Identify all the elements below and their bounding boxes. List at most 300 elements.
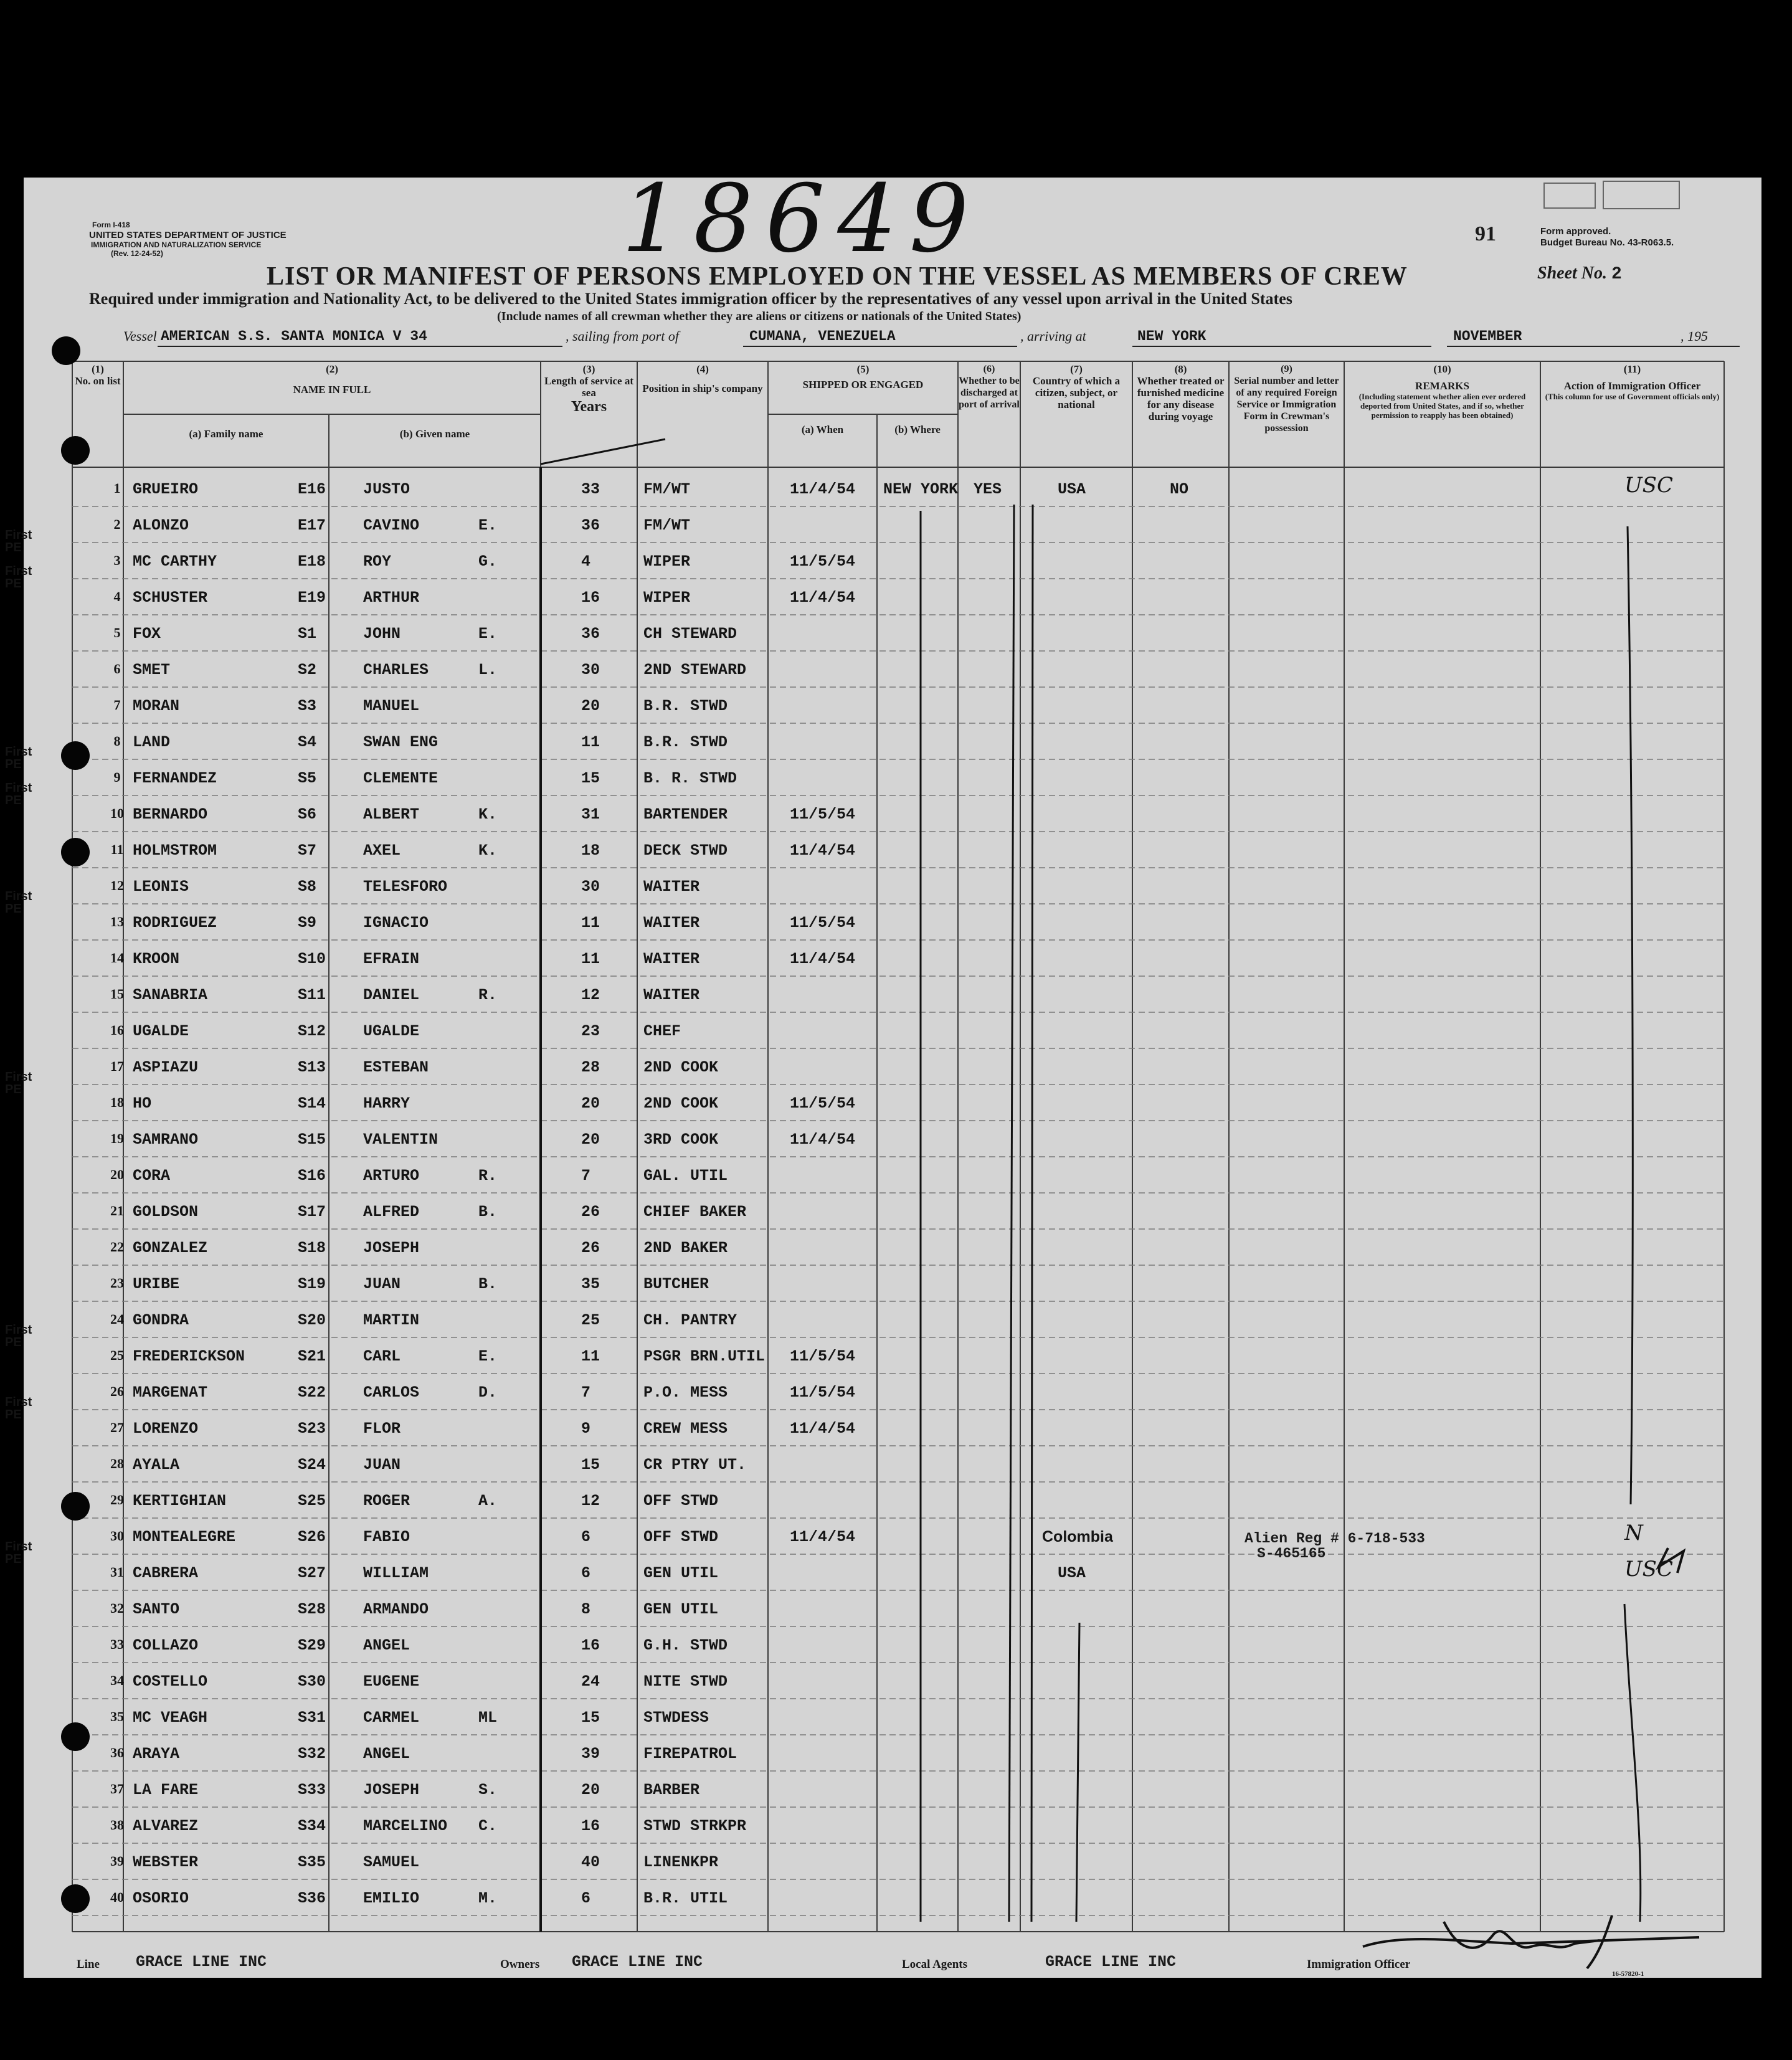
cell-n: 18 xyxy=(110,1094,124,1110)
cell-position: B.R. STWD xyxy=(643,697,728,715)
col5b-header: (b) Where xyxy=(894,424,941,435)
cell-id: S10 xyxy=(298,950,326,968)
cell-id: S15 xyxy=(298,1131,326,1149)
cell-position: GAL. UTIL xyxy=(643,1167,728,1185)
cell-medicine: NO xyxy=(1170,480,1189,498)
cell-position: CHEF xyxy=(643,1022,681,1040)
table-row xyxy=(24,976,1761,1012)
cell-years: 26 xyxy=(581,1239,600,1257)
table-row xyxy=(24,1518,1761,1554)
cell-mi: D. xyxy=(478,1384,498,1402)
table-row xyxy=(24,1626,1761,1663)
col9-header xyxy=(1229,363,1344,434)
margin-note: First PE xyxy=(5,1540,32,1566)
cell-years: 23 xyxy=(581,1022,600,1040)
col2a-header: (a) Family name xyxy=(189,428,263,440)
cell-id: S24 xyxy=(298,1456,326,1474)
cell-mi: L. xyxy=(478,661,498,679)
table-row xyxy=(24,1265,1761,1301)
cell-n: 29 xyxy=(110,1492,124,1507)
form-id: Form I-418 xyxy=(92,221,130,229)
subtitle: Required under immigration and Nationality Act, to be delivered to the United States immigration officer by the representatives of any vessel upon arrival in the United States xyxy=(89,290,1292,308)
cell-position: CREW MESS xyxy=(643,1420,728,1438)
cell-when: 11/4/54 xyxy=(790,589,856,607)
cell-n: 3 xyxy=(113,553,121,568)
cell-given: JOHN xyxy=(363,625,401,643)
cell-years: 36 xyxy=(581,625,600,643)
cell-id: S25 xyxy=(298,1492,326,1510)
cell-action: USC xyxy=(1624,473,1673,498)
cell-years: 6 xyxy=(581,1564,591,1582)
cell-position: WIPER xyxy=(643,589,691,607)
cell-n: 31 xyxy=(110,1564,124,1580)
cell-mi: K. xyxy=(478,842,498,860)
cell-id: S22 xyxy=(298,1384,326,1402)
form-approved: Form approved. xyxy=(1540,226,1611,237)
col10-header xyxy=(1344,363,1540,420)
cell-years: 15 xyxy=(581,1709,600,1727)
cell-family: LORENZO xyxy=(133,1420,199,1438)
cell-n: 27 xyxy=(110,1420,124,1435)
arrival-month: NOVEMBER xyxy=(1453,328,1522,344)
col3-num: (3) xyxy=(582,363,595,375)
cell-years: 31 xyxy=(581,805,600,824)
cell-given: JOSEPH xyxy=(363,1781,420,1799)
cell-id: S9 xyxy=(298,914,317,932)
cell-years: 40 xyxy=(581,1853,600,1871)
col9-num: (9) xyxy=(1281,364,1292,374)
col4-label: Position in ship's company xyxy=(642,382,763,394)
cell-family: ALVAREZ xyxy=(133,1817,199,1835)
cell-family: CABRERA xyxy=(133,1564,199,1582)
cell-when: 11/5/54 xyxy=(790,1347,856,1365)
manifest-page xyxy=(5,165,1761,1978)
cell-n: 10 xyxy=(110,805,124,821)
cell-position: STWD STRKPR xyxy=(643,1817,747,1835)
cell-mi: A. xyxy=(478,1492,498,1510)
punch-hole xyxy=(52,336,80,365)
punch-hole xyxy=(61,1722,90,1751)
cell-years: 20 xyxy=(581,1131,600,1149)
cell-n: 37 xyxy=(110,1781,124,1797)
cell-id: S23 xyxy=(298,1420,326,1438)
cell-given: MARCELINO xyxy=(363,1817,448,1835)
table-row xyxy=(24,1446,1761,1482)
budget-bureau: Budget Bureau No. 43-R063.5. xyxy=(1540,237,1674,248)
cell-family: LEONIS xyxy=(133,878,189,896)
cell-given: ROY xyxy=(363,553,392,571)
cell-id: S26 xyxy=(298,1528,326,1546)
cell-id: S8 xyxy=(298,878,317,896)
cell-n: 8 xyxy=(113,733,121,749)
departure-port: CUMANA, VENEZUELA xyxy=(749,328,896,344)
cell-position: B. R. STWD xyxy=(643,769,737,787)
cell-family: OSORIO xyxy=(133,1889,189,1907)
cell-years: 33 xyxy=(581,480,600,498)
cell-id: S34 xyxy=(298,1817,326,1835)
cell-position: GEN UTIL xyxy=(643,1564,719,1582)
table-row xyxy=(24,1301,1761,1337)
sheet-value: 2 xyxy=(1611,265,1622,284)
cell-given: ANGEL xyxy=(363,1636,410,1654)
cell-mi: B. xyxy=(478,1203,498,1221)
cell-where: NEW YORK xyxy=(883,480,959,498)
cell-position: OFF STWD xyxy=(643,1492,719,1510)
table-row xyxy=(24,1807,1761,1843)
cell-years: 24 xyxy=(581,1673,600,1691)
col1-header xyxy=(72,363,123,387)
cell-country: Colombia xyxy=(1042,1528,1113,1545)
cell-family: GOLDSON xyxy=(133,1203,199,1221)
table-row xyxy=(5,890,1761,940)
cell-given: DANIEL xyxy=(363,986,420,1004)
cell-n: 40 xyxy=(110,1889,124,1905)
cell-id: E17 xyxy=(298,516,326,534)
cell-family: MORAN xyxy=(133,697,180,715)
cell-n: 35 xyxy=(110,1709,124,1724)
cell-when: 11/4/54 xyxy=(790,480,856,498)
cell-n: 14 xyxy=(110,950,124,966)
cell-years: 30 xyxy=(581,661,600,679)
margin-note: First PE xyxy=(5,528,32,554)
table-row xyxy=(24,723,1761,759)
cell-n: 39 xyxy=(110,1853,124,1869)
cell-position: WIPER xyxy=(643,553,691,571)
cell-years: 11 xyxy=(581,733,600,751)
cell-n: 16 xyxy=(110,1022,124,1038)
cell-years: 26 xyxy=(581,1203,600,1221)
col1-label: No. on list xyxy=(75,375,121,387)
col4-num: (4) xyxy=(696,363,709,375)
table-row xyxy=(24,470,1761,506)
col6-header xyxy=(958,363,1020,411)
cell-id: S18 xyxy=(298,1239,326,1257)
cell-when: 11/4/54 xyxy=(790,842,856,860)
cell-given: ESTEBAN xyxy=(363,1058,429,1076)
sheet-label: Sheet No. xyxy=(1537,263,1607,283)
cell-id: E16 xyxy=(298,480,326,498)
cell-n: 30 xyxy=(110,1528,124,1544)
cell-position: G.H. STWD xyxy=(643,1636,728,1654)
cell-position: DECK STWD xyxy=(643,842,728,860)
cell-family: COLLAZO xyxy=(133,1636,199,1654)
cell-country: USA xyxy=(1058,480,1086,498)
col8-label: Whether treated or furnished medicine for any disease during voyage xyxy=(1137,375,1225,422)
department: UNITED STATES DEPARTMENT OF JUSTICE xyxy=(89,230,287,240)
cell-family: GONZALEZ xyxy=(133,1239,208,1257)
cell-mi: R. xyxy=(478,986,498,1004)
cell-id: S28 xyxy=(298,1600,326,1618)
cell-n: 13 xyxy=(110,914,124,929)
cell-years: 20 xyxy=(581,1781,600,1799)
cell-given: JUSTO xyxy=(363,480,410,498)
cell-position: GEN UTIL xyxy=(643,1600,719,1618)
cell-family: FOX xyxy=(133,625,161,643)
col2-label: NAME IN FULL xyxy=(293,384,371,396)
cell-family: ARAYA xyxy=(133,1745,180,1763)
cell-family: ASPIAZU xyxy=(133,1058,199,1076)
subtitle-note: (Include names of all crewman whether they are aliens or citizens or nationals of the United States) xyxy=(497,310,1022,323)
cell-years: 16 xyxy=(581,1817,600,1835)
line-value: GRACE LINE INC xyxy=(136,1953,267,1971)
col7-header xyxy=(1020,363,1132,411)
cell-id: S20 xyxy=(298,1311,326,1329)
cell-family: MC VEAGH xyxy=(133,1709,208,1727)
cell-years: 16 xyxy=(581,589,600,607)
cell-when: 11/4/54 xyxy=(790,950,856,968)
cell-years: 11 xyxy=(581,914,600,932)
cell-position: PSGR BRN.UTIL xyxy=(643,1347,766,1365)
cell-when: 11/4/54 xyxy=(790,1528,856,1546)
page-number: 91 xyxy=(1475,222,1496,245)
cell-n: 28 xyxy=(110,1456,124,1471)
cell-n: 6 xyxy=(113,661,121,676)
alien-reg-note: Alien Reg # 6-718-533 xyxy=(1244,1531,1425,1547)
table-row xyxy=(5,1323,1761,1374)
vessel-name: AMERICAN S.S. SANTA MONICA V 34 xyxy=(161,328,427,344)
col2b-header: (b) Given name xyxy=(399,428,470,440)
cell-id: E18 xyxy=(298,553,326,571)
cell-position: 2ND BAKER xyxy=(643,1239,728,1257)
cell-mi: R. xyxy=(478,1167,498,1185)
cell-position: BUTCHER xyxy=(643,1275,709,1293)
cell-n: 9 xyxy=(113,769,121,785)
cell-n: 20 xyxy=(110,1167,124,1182)
cell-action: USC xyxy=(1624,1557,1673,1582)
cell-mi: E. xyxy=(478,516,498,534)
agents-label: Local Agents xyxy=(902,1958,968,1971)
cell-given: JUAN xyxy=(363,1456,401,1474)
cell-position: WAITER xyxy=(643,986,700,1004)
line-label: Line xyxy=(77,1958,100,1971)
cell-position: 2ND COOK xyxy=(643,1058,719,1076)
table-row xyxy=(24,1663,1761,1699)
cell-n: 22 xyxy=(110,1239,124,1255)
revision: (Rev. 12-24-52) xyxy=(111,249,163,258)
cell-family: WEBSTER xyxy=(133,1853,199,1871)
cell-given: ALFRED xyxy=(363,1203,420,1221)
cell-family: URIBE xyxy=(133,1275,180,1293)
punch-hole xyxy=(61,838,90,866)
cell-id: S27 xyxy=(298,1564,326,1582)
page-title: LIST OR MANIFEST OF PERSONS EMPLOYED ON THE VESSEL AS MEMBERS OF CREW xyxy=(267,262,1408,291)
owners-label: Owners xyxy=(500,1958,540,1971)
cell-position: WAITER xyxy=(643,950,700,968)
cell-mi: B. xyxy=(478,1275,498,1293)
col10-num: (10) xyxy=(1433,363,1451,375)
agents-value: GRACE LINE INC xyxy=(1045,1953,1177,1971)
table-row xyxy=(24,1590,1761,1626)
table-row xyxy=(24,1374,1761,1410)
cell-n: 19 xyxy=(110,1131,124,1146)
cell-id: S11 xyxy=(298,986,326,1004)
cell-years: 16 xyxy=(581,1636,600,1654)
cell-id: S3 xyxy=(298,697,317,715)
cell-given: EFRAIN xyxy=(363,950,420,968)
cell-position: CH STEWARD xyxy=(643,625,737,643)
margin-note: First PE xyxy=(5,564,32,591)
cell-years: 36 xyxy=(581,516,600,534)
cell-position: B.R. UTIL xyxy=(643,1889,728,1907)
punch-hole xyxy=(61,741,90,770)
cell-family: COSTELLO xyxy=(133,1673,208,1691)
cell-id: S36 xyxy=(298,1889,326,1907)
cell-given: MARTIN xyxy=(363,1311,420,1329)
table-row xyxy=(24,1048,1761,1085)
officer-label: Immigration Officer xyxy=(1307,1958,1411,1971)
cell-family: HOLMSTROM xyxy=(133,842,217,860)
cell-id: S2 xyxy=(298,661,317,679)
col7-label: Country of which a citizen, subject, or national xyxy=(1032,375,1121,411)
cell-mi: E. xyxy=(478,1347,498,1365)
cell-family: SMET xyxy=(133,661,171,679)
table-row xyxy=(5,1395,1761,1446)
cell-given: HARRY xyxy=(363,1094,410,1113)
margin-note: First PE xyxy=(5,781,32,807)
margin-note: First PE xyxy=(5,1070,32,1096)
arriving-label: , arriving at xyxy=(1020,328,1086,344)
cell-family: GRUEIRO xyxy=(133,480,199,498)
cell-years: 15 xyxy=(581,1456,600,1474)
cell-given: IGNACIO xyxy=(363,914,429,932)
cell-given: SWAN ENG xyxy=(363,733,439,751)
table-row xyxy=(5,564,1761,615)
cell-id: S19 xyxy=(298,1275,326,1293)
cell-given: ARTHUR xyxy=(363,589,420,607)
table-row xyxy=(24,1735,1761,1771)
cell-n: 25 xyxy=(110,1347,124,1363)
cell-position: 2ND COOK xyxy=(643,1094,719,1113)
cell-position: WAITER xyxy=(643,914,700,932)
cell-family: CORA xyxy=(133,1167,171,1185)
cell-family: KROON xyxy=(133,950,180,968)
col7-num: (7) xyxy=(1070,363,1083,375)
cell-years: 18 xyxy=(581,842,600,860)
cell-years: 11 xyxy=(581,1347,600,1365)
col1-num: (1) xyxy=(92,363,104,375)
table-row xyxy=(24,687,1761,723)
col2-num: (2) xyxy=(326,363,338,375)
cell-mi: S. xyxy=(478,1781,498,1799)
table-row xyxy=(24,1482,1761,1518)
table-row xyxy=(5,528,1761,579)
col5-label: SHIPPED OR ENGAGED xyxy=(802,379,924,391)
cell-years: 6 xyxy=(581,1528,591,1546)
table-row xyxy=(24,1193,1761,1229)
cell-mi: K. xyxy=(478,805,498,824)
table-row xyxy=(24,506,1761,543)
cell-position: NITE STWD xyxy=(643,1673,728,1691)
cell-position: FM/WT xyxy=(643,480,691,498)
cell-family: FERNANDEZ xyxy=(133,769,217,787)
margin-note: First PE xyxy=(5,890,32,916)
cell-id: S14 xyxy=(298,1094,326,1113)
table-row xyxy=(24,868,1761,904)
cell-family: UGALDE xyxy=(133,1022,189,1040)
punch-hole xyxy=(61,1492,90,1521)
cell-position: FM/WT xyxy=(643,516,691,534)
cell-position: LINENKPR xyxy=(643,1853,719,1871)
table-row xyxy=(5,781,1761,832)
cell-position: OFF STWD xyxy=(643,1528,719,1546)
cell-when: 11/5/54 xyxy=(790,805,856,824)
cell-n: 21 xyxy=(110,1203,124,1218)
cell-given: CLEMENTE xyxy=(363,769,439,787)
cell-n: 38 xyxy=(110,1817,124,1833)
table-row xyxy=(24,651,1761,687)
cell-family: HO xyxy=(133,1094,152,1113)
cell-family: AYALA xyxy=(133,1456,180,1474)
margin-note: First PE xyxy=(5,1395,32,1422)
cell-years: 7 xyxy=(581,1384,591,1402)
cell-id: S4 xyxy=(298,733,317,751)
cell-n: 23 xyxy=(110,1275,124,1291)
cell-family: LAND xyxy=(133,733,171,751)
cell-n: 17 xyxy=(110,1058,124,1074)
owners-value: GRACE LINE INC xyxy=(572,1953,703,1971)
stamped-number: 18649 xyxy=(622,165,982,273)
col5-num: (5) xyxy=(856,363,870,375)
cell-family: GONDRA xyxy=(133,1311,189,1329)
cell-years: 39 xyxy=(581,1745,600,1763)
col6-label: Whether to be discharged at port of arrival xyxy=(959,376,1020,410)
cell-discharge: YES xyxy=(974,480,1002,498)
cell-action: N xyxy=(1624,1521,1643,1545)
cell-years: 12 xyxy=(581,1492,600,1510)
cell-n: 4 xyxy=(113,589,121,604)
cell-position: B.R. STWD xyxy=(643,733,728,751)
cell-id: S13 xyxy=(298,1058,326,1076)
cell-given: JOSEPH xyxy=(363,1239,420,1257)
cell-id: S17 xyxy=(298,1203,326,1221)
table-row xyxy=(24,1157,1761,1193)
cell-position: BARBER xyxy=(643,1781,700,1799)
cell-given: CARMEL xyxy=(363,1709,420,1727)
cell-family: KERTIGHIAN xyxy=(133,1492,227,1510)
cell-given: SAMUEL xyxy=(363,1853,420,1871)
table-row xyxy=(24,832,1761,868)
cell-id: S29 xyxy=(298,1636,326,1654)
cell-when: 11/5/54 xyxy=(790,914,856,932)
cell-given: JUAN xyxy=(363,1275,401,1293)
officer-signature xyxy=(1350,1909,1705,1972)
cell-position: CH. PANTRY xyxy=(643,1311,737,1329)
vessel-label: Vessel xyxy=(123,328,157,344)
cell-id: S16 xyxy=(298,1167,326,1185)
cell-given: AXEL xyxy=(363,842,401,860)
cell-n: 36 xyxy=(110,1745,124,1760)
cell-n: 1 xyxy=(113,480,121,496)
cell-mi: E. xyxy=(478,625,498,643)
cell-position: FIREPATROL xyxy=(643,1745,737,1763)
cell-n: 33 xyxy=(110,1636,124,1652)
col5a-header: (a) When xyxy=(801,424,844,435)
cell-position: CR PTRY UT. xyxy=(643,1456,747,1474)
cell-family: MARGENAT xyxy=(133,1384,208,1402)
cell-years: 35 xyxy=(581,1275,600,1293)
col8-header xyxy=(1132,363,1229,422)
cell-given: EMILIO xyxy=(363,1889,420,1907)
cell-id: S33 xyxy=(298,1781,326,1799)
cell-n: 11 xyxy=(110,842,124,857)
sailing-label: , sailing from port of xyxy=(566,328,679,344)
cell-years: 8 xyxy=(581,1600,591,1618)
col3-label: Length of service at sea xyxy=(544,375,634,399)
cell-n: 5 xyxy=(113,625,121,640)
cell-position: BARTENDER xyxy=(643,805,728,824)
table-row xyxy=(24,1012,1761,1048)
cell-family: ALONZO xyxy=(133,516,189,534)
